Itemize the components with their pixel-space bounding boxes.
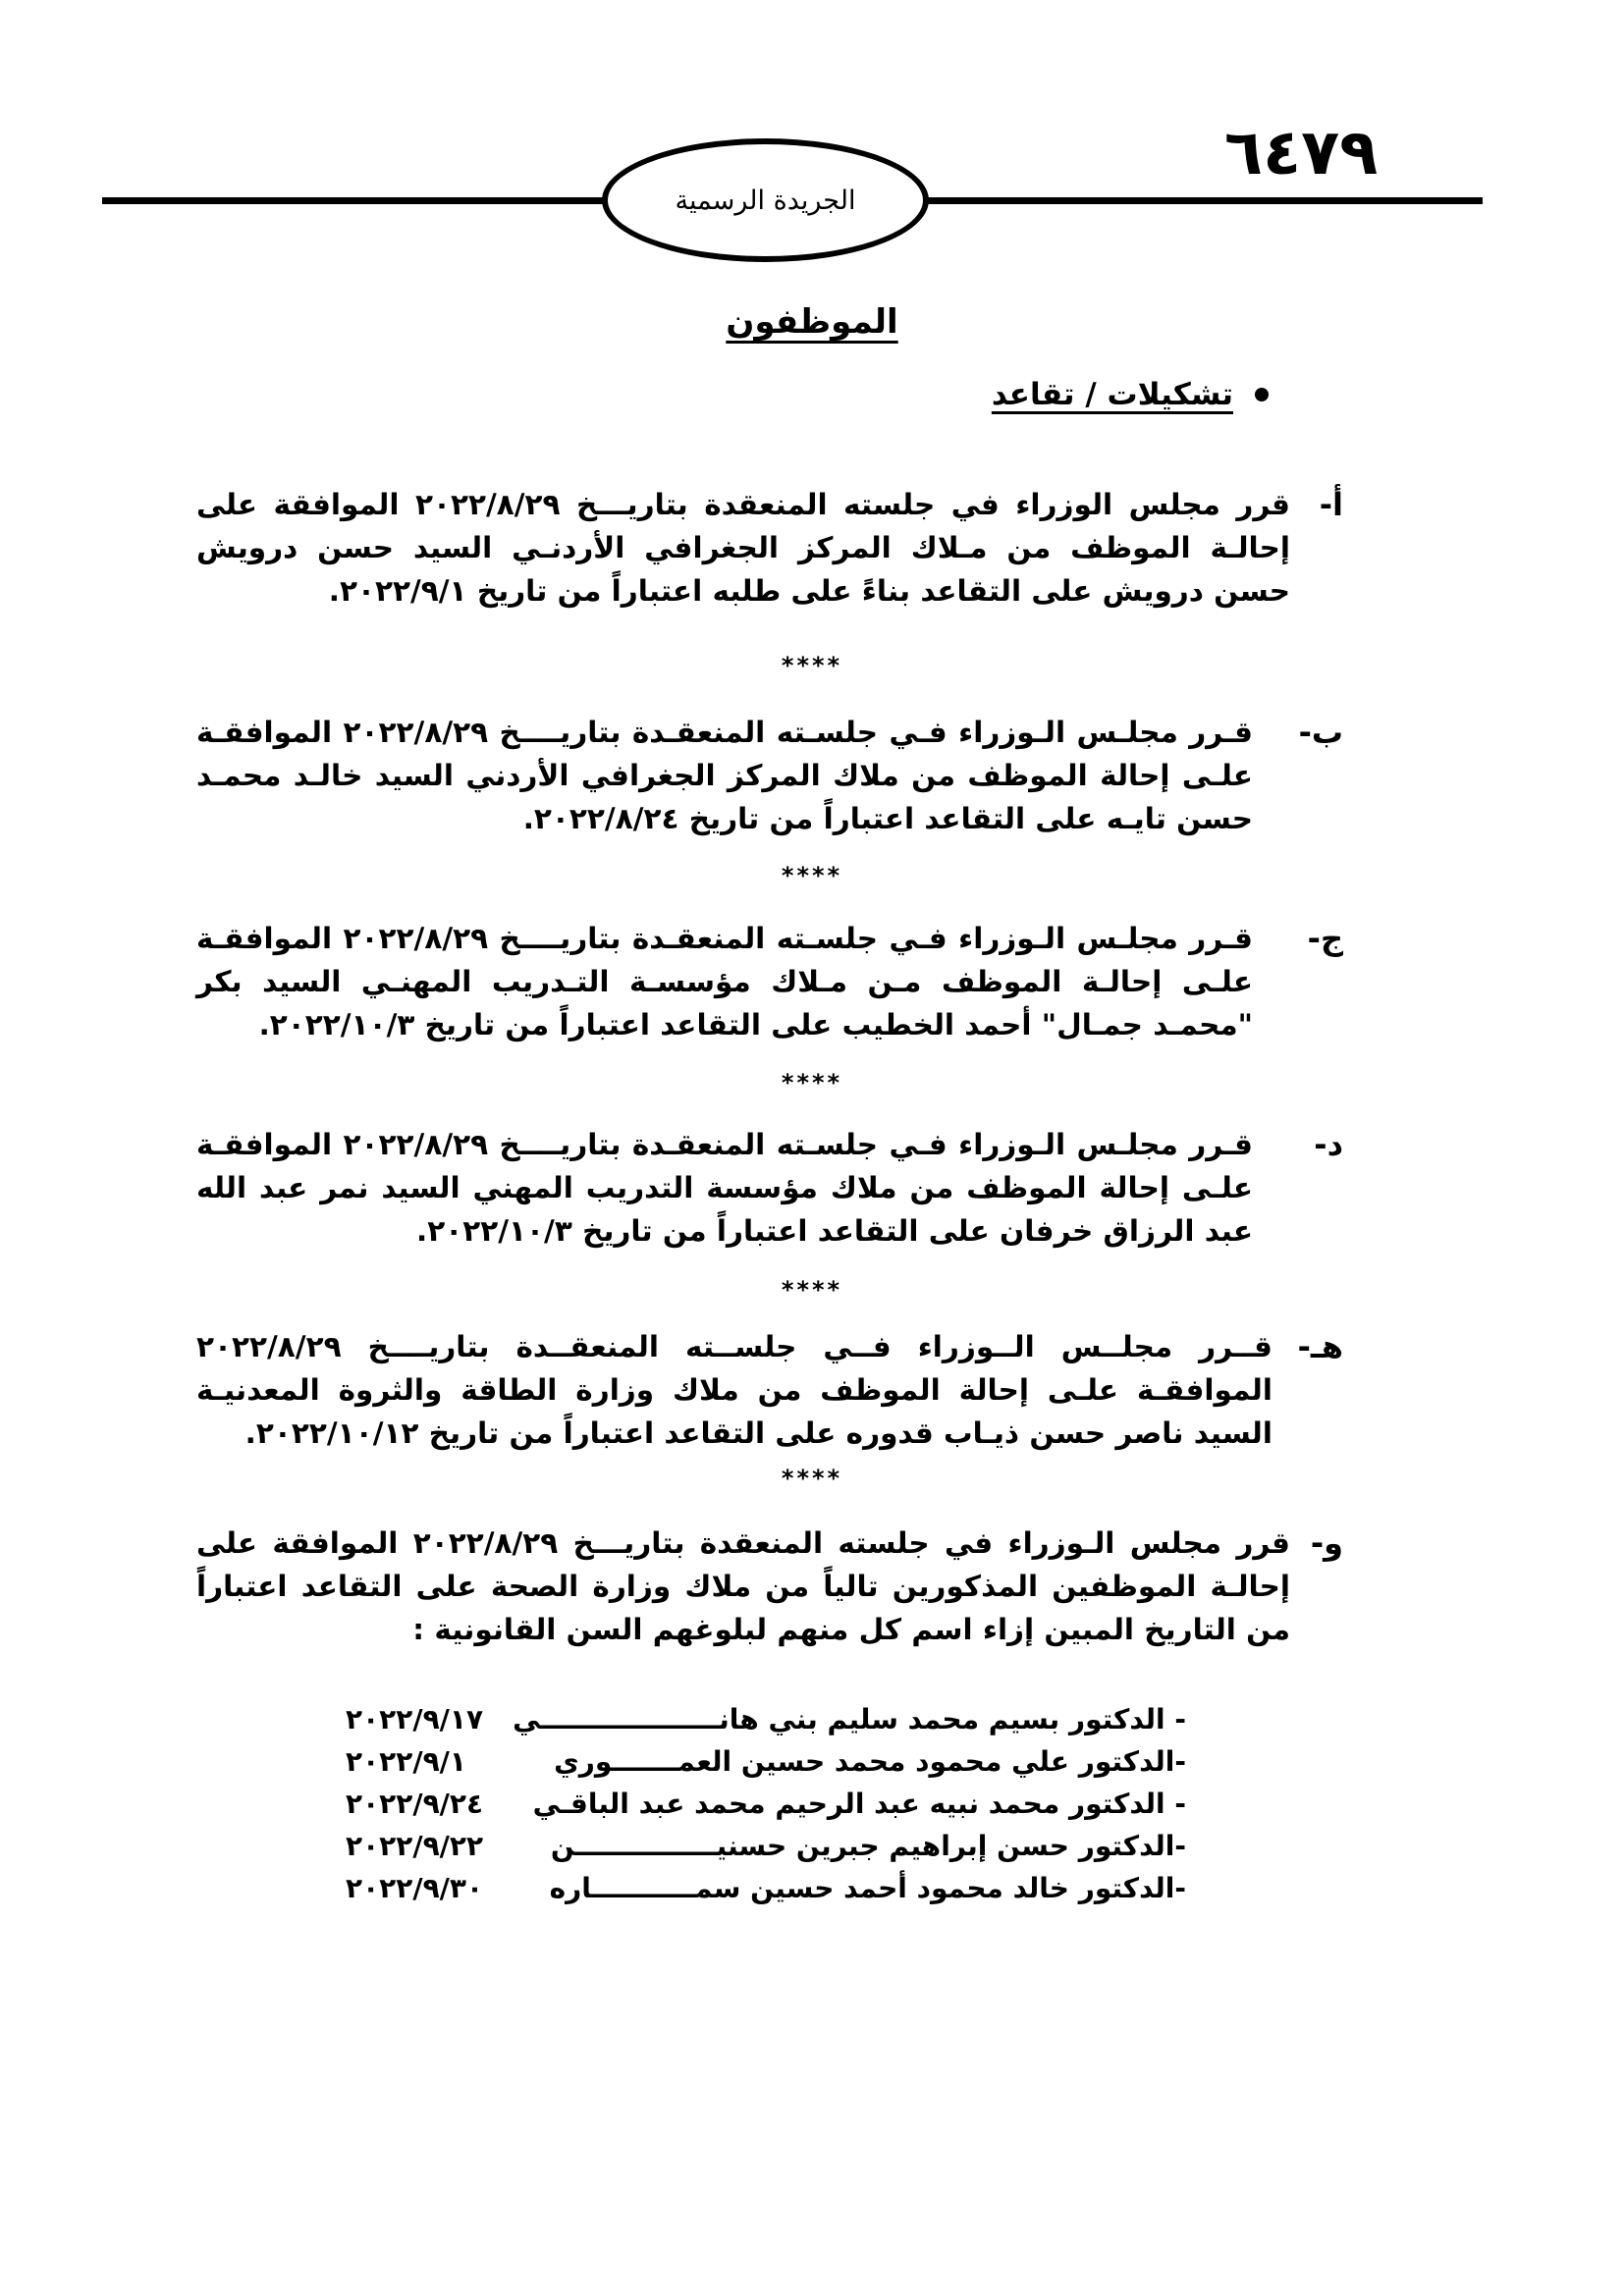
decision-paragraph [196, 711, 1253, 840]
separator-stars: **** [781, 862, 843, 889]
decision-paragraph [196, 483, 1290, 613]
decision-paragraph [196, 917, 1253, 1046]
decision-marker: ب- [1298, 714, 1343, 751]
separator-stars: **** [781, 652, 843, 679]
subsection-heading [992, 377, 1269, 412]
retirees-list [346, 1703, 1186, 1914]
decision-marker: د- [1314, 1126, 1343, 1163]
subsection-title: تشكيلات / تقاعد [991, 377, 1233, 412]
section-title: الموظفون [726, 302, 898, 342]
page-number: ٦٤٧٩ [1224, 117, 1379, 189]
gazette-name: الجريدة الرسمية [675, 185, 856, 216]
retirement-date: ٢٠٢٢/٩/٢٤ [346, 1788, 484, 1820]
decision-text: قـرر مجلـس الـوزراء فـي جلسـته المنعقـدة بتاريــــخ ٢٠٢٢/٨/٢٩ الموافقـة علـى إحالة الموظف من ملاك مؤسسة التدريب المهني السيد نمر عبد الله عبد الرزاق خرفان على التقاعد اعتباراً من تاريخ ٢٠٢٢/١٠/٣. [196, 1128, 1253, 1248]
list-item [346, 1830, 1186, 1872]
retiree-name: - الدكتور بسيم محمد سليم بني هانـــــــــــــــــــي [513, 1703, 1186, 1735]
decision-marker: هـ- [1297, 1328, 1343, 1365]
retiree-name: - الدكتور محمد نبيه عبد الرحيم محمد عبد الباقـي [532, 1788, 1186, 1820]
list-item [346, 1788, 1186, 1830]
decision-marker: أ- [1319, 486, 1343, 523]
decision-text: قرر مجلس الوزراء في جلسته المنعقدة بتاريـــخ ٢٠٢٢/٨/٢٩ الموافقة على إحالـة الموظف من مـلاك المركز الجغرافي الأردنـي السيد حسن درويش حسن درويش على التقاعد بناءً على طلبه اعتباراً من تاريخ ٢٠٢٢/٩/١. [196, 488, 1290, 608]
retirement-date: ٢٠٢٢/٩/٢٢ [346, 1830, 484, 1862]
decision-paragraph [196, 1522, 1290, 1651]
decision-text: قــرر مجلــس الــوزراء فــي جلســته المنعقــدة بتاريــــخ ٢٠٢٢/٨/٢٩ الموافقـة علـى إحالة الموظف من ملاك وزارة الطاقة والثروة المعدنيـة السيد ناصر حسن ذيـاب قدوره على التقاعد اعتباراً من تاريخ ٢٠٢٢/١٠/١٢. [196, 1330, 1272, 1450]
retiree-name: -الدكتور علي محمود محمد حسين العمـــــــوري [554, 1745, 1186, 1778]
list-item [346, 1745, 1186, 1788]
list-item [346, 1703, 1186, 1745]
retiree-name: -الدكتور حسن إبراهيم جبرين حسنيـــــــــــــــن [550, 1830, 1186, 1862]
decision-paragraph [196, 1123, 1253, 1253]
retiree-name: -الدكتور خالد محمود أحمد حسين سمـــــــــــاره [549, 1872, 1186, 1904]
gazette-name-oval [602, 138, 929, 262]
retirement-date: ٢٠٢٢/٩/٣٠ [346, 1872, 484, 1904]
decision-paragraph [196, 1325, 1272, 1455]
decision-marker: و- [1310, 1524, 1343, 1562]
separator-stars: **** [781, 1276, 843, 1304]
decision-marker: ج- [1307, 920, 1343, 957]
retirement-date: ٢٠٢٢/٩/١٧ [346, 1703, 484, 1735]
separator-stars: **** [781, 1069, 843, 1096]
decision-text: قـرر مجلـس الـوزراء فـي جلسـته المنعقـدة بتاريــــخ ٢٠٢٢/٨/٢٩ الموافقـة علـى إحالة الموظف من ملاك المركز الجغرافي الأردني السيد خالـد محمـد حسن تايـه على التقاعد اعتباراً من تاريخ ٢٠٢٢/٨/٢٤. [196, 716, 1253, 835]
separator-stars: **** [781, 1465, 843, 1492]
bullet-icon [1255, 388, 1269, 401]
decision-text: قـرر مجلـس الـوزراء فـي جلسـته المنعقـدة بتاريــــخ ٢٠٢٢/٨/٢٩ الموافقـة علـى إحالـة الموظف مـن مـلاك مؤسسـة التـدريب المهنـي السيد بكر "محمـد جمـال" أحمد الخطيب على التقاعد اعتباراً من تاريخ ٢٠٢٢/١٠/٣. [196, 922, 1253, 1041]
retirement-date: ٢٠٢٢/٩/١ [346, 1745, 466, 1778]
decision-text: قرر مجلس الـوزراء في جلسته المنعقدة بتاريـــخ ٢٠٢٢/٨/٢٩ الموافقة على إحالـة الموظفين المذكورين تالياً من ملاك وزارة الصحة على التقاعد اعتباراً من التاريخ المبين إزاء اسم كل منهم لبلوغهم السن القانونية : [196, 1526, 1290, 1646]
list-item [346, 1872, 1186, 1914]
